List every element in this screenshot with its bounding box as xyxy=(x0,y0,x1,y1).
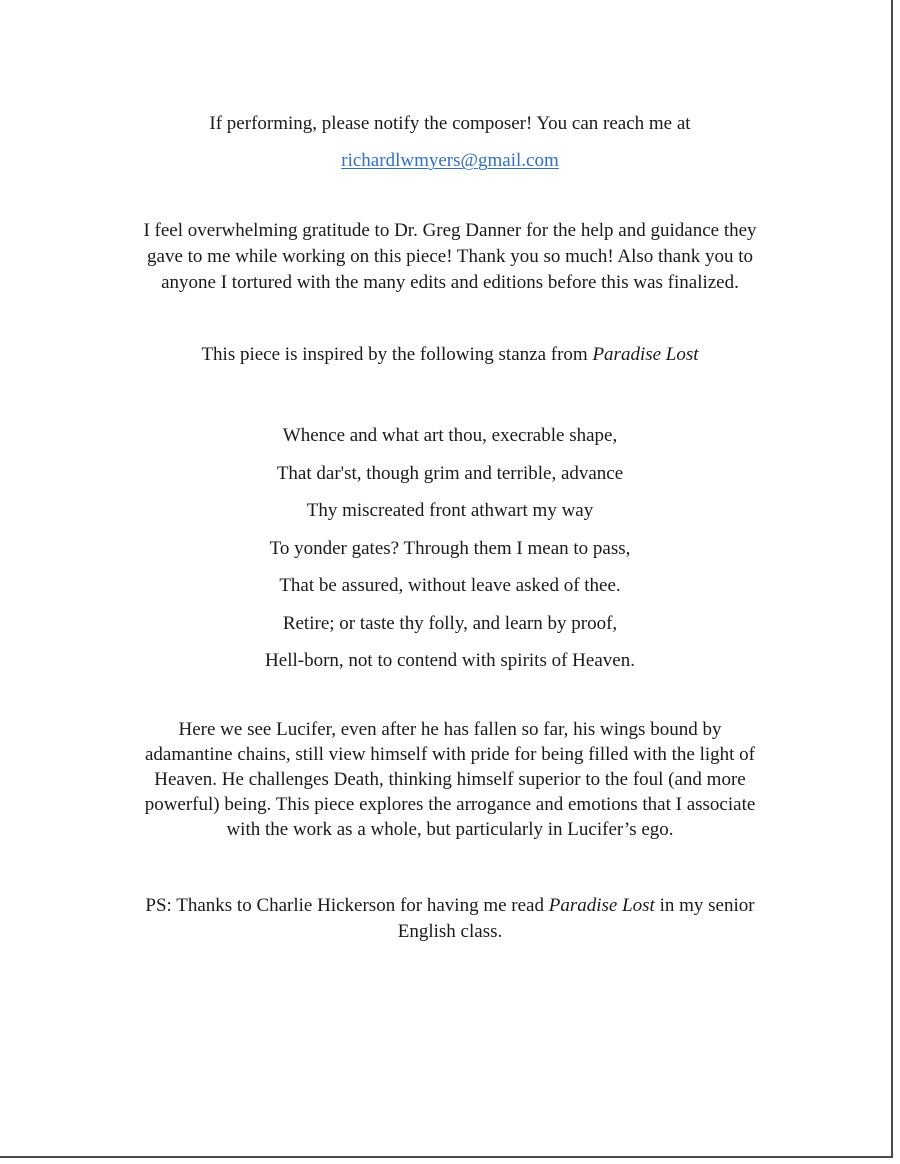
analysis-line: Heaven. He challenges Death, thinking himself superior to the foul (and more xyxy=(154,769,746,790)
inspiration-text: This piece is inspired by the following stanza from xyxy=(201,344,593,365)
analysis-line: Here we see Lucifer, even after he has fallen so far, his wings bound by xyxy=(178,719,722,740)
postscript-line-2: English class. xyxy=(397,921,503,942)
stanza-line: Hell-born, not to contend with spirits of Heaven. xyxy=(265,650,635,671)
stanza-line: That be assured, without leave asked of thee. xyxy=(279,575,621,596)
postscript-text-after: in my senior xyxy=(654,895,755,916)
gratitude-line: gave to me while working on this piece! Thank you so much! Also thank you to xyxy=(147,246,753,267)
stanza-line: Whence and what art thou, execrable shape, xyxy=(282,425,618,446)
inspiration-title: Paradise Lost xyxy=(592,344,699,365)
postscript-title: Paradise Lost xyxy=(548,895,655,916)
email-line xyxy=(100,142,800,179)
postscript xyxy=(100,893,800,945)
stanza-line: Retire; or taste thy folly, and learn by proof, xyxy=(282,612,618,634)
poem-stanza xyxy=(100,417,800,680)
email-link[interactable]: richardlwmyers@gmail.com xyxy=(341,150,559,171)
gratitude-line: anyone I tortured with the many edits and editions before this was finalized. xyxy=(161,272,739,293)
analysis-line: with the work as a whole, but particularly in Lucifer’s ego. xyxy=(226,819,674,840)
postscript-line xyxy=(100,893,800,919)
inspiration-line xyxy=(100,342,800,368)
analysis-line: adamantine chains, still view himself with pride for being filled with the light of xyxy=(145,744,755,765)
analysis-line: powerful) being. This piece explores the arrogance and emotions that I associate xyxy=(144,794,756,815)
notify-section xyxy=(100,105,800,179)
stanza-line: That dar'st, though grim and terrible, advance xyxy=(276,462,624,484)
postscript-text-before: PS: Thanks to Charlie Hickerson for having me read xyxy=(145,895,549,916)
stanza-line: To yonder gates? Through them I mean to pass, xyxy=(269,537,631,559)
analysis-paragraph xyxy=(100,717,800,842)
gratitude-paragraph xyxy=(100,218,800,296)
inspiration-note xyxy=(100,342,800,368)
notify-text: If performing, please notify the composer! You can reach me at xyxy=(209,113,691,134)
gratitude-line: I feel overwhelming gratitude to Dr. Greg Danner for the help and guidance they xyxy=(143,220,757,241)
stanza-line: Thy miscreated front athwart my way xyxy=(306,500,594,521)
